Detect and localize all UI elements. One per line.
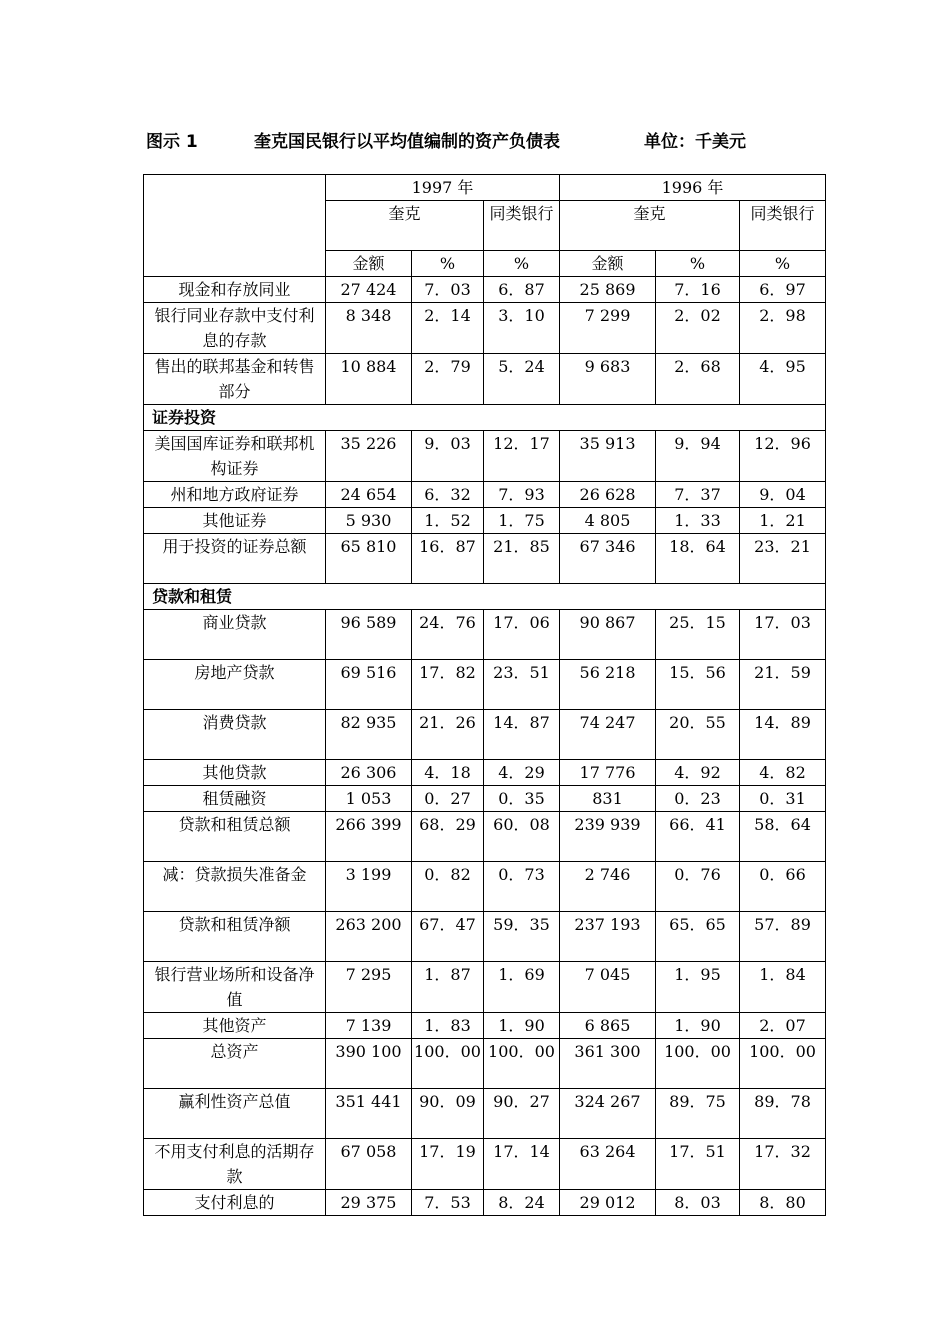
pct-1997-cell: 100．00: [412, 1039, 484, 1089]
pct-1997-cell: 4．18: [412, 760, 484, 786]
peer-pct-1997-cell: 1．69: [484, 962, 560, 1013]
peer-pct-1997-cell: 6．87: [484, 277, 560, 303]
row-label: 不用支付利息的活期存款: [144, 1139, 326, 1190]
peer-pct-1996-header: %: [740, 251, 826, 277]
pct-1996-cell: 9．94: [656, 431, 740, 482]
peer-pct-1997-cell: 1．90: [484, 1013, 560, 1039]
row-label: 银行营业场所和设备净值: [144, 962, 326, 1013]
peer-pct-1997-cell: 17．14: [484, 1139, 560, 1190]
pct-1997-header: %: [412, 251, 484, 277]
amount-1996-cell: 9 683: [560, 354, 656, 405]
amount-1997-cell: 82 935: [326, 710, 412, 760]
pct-1996-cell: 15．56: [656, 660, 740, 710]
amount-1996-cell: 361 300: [560, 1039, 656, 1089]
row-label: 银行同业存款中支付利息的存款: [144, 303, 326, 354]
peer-pct-1997-cell: 21．85: [484, 534, 560, 584]
amount-1997-header: 金额: [326, 251, 412, 277]
amount-1997-cell: 67 058: [326, 1139, 412, 1190]
unit-label: 单位：千美元: [644, 132, 746, 152]
table-body: [144, 277, 826, 1216]
row-label: 房地产贷款: [144, 660, 326, 710]
row-label: 现金和存放同业: [144, 277, 326, 303]
amount-1997-cell: 7 139: [326, 1013, 412, 1039]
peer-1996-header: 同类银行: [740, 201, 826, 251]
amount-1997-cell: 35 226: [326, 431, 412, 482]
amount-1997-cell: 8 348: [326, 303, 412, 354]
pct-1997-cell: 9．03: [412, 431, 484, 482]
amount-1996-cell: 7 045: [560, 962, 656, 1013]
pct-1997-cell: 2．79: [412, 354, 484, 405]
pct-1996-cell: 7．16: [656, 277, 740, 303]
row-label: 售出的联邦基金和转售部分: [144, 354, 326, 405]
amount-1996-cell: 324 267: [560, 1089, 656, 1139]
table-title: 奎克国民银行以平均值编制的资产负债表: [254, 132, 560, 152]
amount-1996-cell: 237 193: [560, 912, 656, 962]
amount-1996-cell: 74 247: [560, 710, 656, 760]
row-label: 支付利息的: [144, 1190, 326, 1216]
pct-1997-cell: 68．29: [412, 812, 484, 862]
pct-1996-cell: 18．64: [656, 534, 740, 584]
pct-1996-cell: 1．33: [656, 508, 740, 534]
peer-pct-1996-cell: 9．04: [740, 482, 826, 508]
amount-1996-cell: 6 865: [560, 1013, 656, 1039]
section-title: 证券投资: [144, 405, 826, 431]
pct-1996-cell: 4．92: [656, 760, 740, 786]
peer-pct-1997-cell: 23．51: [484, 660, 560, 710]
pct-1996-cell: 17．51: [656, 1139, 740, 1190]
peer-1997-header: 同类银行: [484, 201, 560, 251]
amount-1996-cell: 29 012: [560, 1190, 656, 1216]
section-title: 贷款和租赁: [144, 584, 826, 610]
section-row: [144, 584, 826, 610]
row-label: 用于投资的证券总额: [144, 534, 326, 584]
table-row: [144, 786, 826, 812]
pct-1996-cell: 100．00: [656, 1039, 740, 1089]
row-label: 租赁融资: [144, 786, 326, 812]
peer-pct-1996-cell: 23．21: [740, 534, 826, 584]
amount-1996-cell: 63 264: [560, 1139, 656, 1190]
peer-pct-1996-cell: 14．89: [740, 710, 826, 760]
amount-1997-cell: 263 200: [326, 912, 412, 962]
amount-1996-cell: 56 218: [560, 660, 656, 710]
amount-1997-cell: 351 441: [326, 1089, 412, 1139]
pct-1996-cell: 89．75: [656, 1089, 740, 1139]
amount-1996-cell: 35 913: [560, 431, 656, 482]
table-row: [144, 534, 826, 584]
amount-1997-cell: 24 654: [326, 482, 412, 508]
pct-1996-cell: 0．76: [656, 862, 740, 912]
peer-pct-1996-cell: 12．96: [740, 431, 826, 482]
pct-1997-cell: 1．83: [412, 1013, 484, 1039]
peer-pct-1996-cell: 4．95: [740, 354, 826, 405]
document-heading: [146, 127, 826, 152]
row-label: 其他资产: [144, 1013, 326, 1039]
pct-1997-cell: 21．26: [412, 710, 484, 760]
figure-number: 图示 1: [146, 132, 198, 152]
peer-pct-1997-cell: 5．24: [484, 354, 560, 405]
pct-1996-cell: 8．03: [656, 1190, 740, 1216]
peer-pct-1997-header: %: [484, 251, 560, 277]
table-row: [144, 431, 826, 482]
table-row: [144, 303, 826, 354]
year-1997-header: 1997 年: [326, 175, 560, 201]
table-row: [144, 912, 826, 962]
peer-pct-1996-cell: 89．78: [740, 1089, 826, 1139]
table-row: [144, 710, 826, 760]
peer-pct-1996-cell: 17．03: [740, 610, 826, 660]
amount-1996-cell: 7 299: [560, 303, 656, 354]
pct-1997-cell: 1．52: [412, 508, 484, 534]
pct-1996-cell: 25．15: [656, 610, 740, 660]
peer-pct-1997-cell: 0．73: [484, 862, 560, 912]
peer-pct-1996-cell: 6．97: [740, 277, 826, 303]
pct-1997-cell: 2．14: [412, 303, 484, 354]
amount-1997-cell: 69 516: [326, 660, 412, 710]
row-label: 商业贷款: [144, 610, 326, 660]
amount-1997-cell: 29 375: [326, 1190, 412, 1216]
peer-pct-1996-cell: 8．80: [740, 1190, 826, 1216]
pct-1997-cell: 24．76: [412, 610, 484, 660]
peer-pct-1997-cell: 17．06: [484, 610, 560, 660]
table-row: [144, 508, 826, 534]
amount-1997-cell: 65 810: [326, 534, 412, 584]
table-row: [144, 610, 826, 660]
row-label: 州和地方政府证券: [144, 482, 326, 508]
table-row: [144, 812, 826, 862]
amount-1996-cell: 90 867: [560, 610, 656, 660]
pct-1997-cell: 17．19: [412, 1139, 484, 1190]
peer-pct-1996-cell: 4．82: [740, 760, 826, 786]
table-row: [144, 482, 826, 508]
pct-1996-cell: 0．23: [656, 786, 740, 812]
amount-1997-cell: 1 053: [326, 786, 412, 812]
peer-pct-1996-cell: 2．98: [740, 303, 826, 354]
row-label: 消费贷款: [144, 710, 326, 760]
pct-1996-cell: 66．41: [656, 812, 740, 862]
peer-pct-1997-cell: 7．93: [484, 482, 560, 508]
table-row: [144, 760, 826, 786]
table-row: [144, 1039, 826, 1089]
amount-1997-cell: 5 930: [326, 508, 412, 534]
amount-1996-cell: 2 746: [560, 862, 656, 912]
pct-1997-cell: 67．47: [412, 912, 484, 962]
row-label: 总资产: [144, 1039, 326, 1089]
pct-1997-cell: 7．53: [412, 1190, 484, 1216]
peer-pct-1997-cell: 3．10: [484, 303, 560, 354]
pct-1996-cell: 20．55: [656, 710, 740, 760]
row-label: 美国国库证券和联邦机构证券: [144, 431, 326, 482]
peer-pct-1996-cell: 58．64: [740, 812, 826, 862]
peer-pct-1996-cell: 17．32: [740, 1139, 826, 1190]
pct-1997-cell: 6．32: [412, 482, 484, 508]
peer-pct-1997-cell: 4．29: [484, 760, 560, 786]
corner-cell: [144, 175, 326, 277]
peer-pct-1996-cell: 1．84: [740, 962, 826, 1013]
row-label: 贷款和租赁净额: [144, 912, 326, 962]
table-row: [144, 1013, 826, 1039]
pct-1997-cell: 7．03: [412, 277, 484, 303]
balance-sheet-table: [143, 174, 826, 1216]
amount-1996-cell: 239 939: [560, 812, 656, 862]
peer-pct-1996-cell: 0．66: [740, 862, 826, 912]
peer-pct-1997-cell: 8．24: [484, 1190, 560, 1216]
table-row: [144, 277, 826, 303]
peer-pct-1997-cell: 14．87: [484, 710, 560, 760]
amount-1996-cell: 831: [560, 786, 656, 812]
amount-1997-cell: 26 306: [326, 760, 412, 786]
amount-1997-cell: 27 424: [326, 277, 412, 303]
peer-pct-1997-cell: 0．35: [484, 786, 560, 812]
bank-1997-header: 奎克: [326, 201, 484, 251]
year-1996-header: 1996 年: [560, 175, 826, 201]
peer-pct-1997-cell: 60．08: [484, 812, 560, 862]
bank-1996-header: 奎克: [560, 201, 740, 251]
peer-pct-1996-cell: 57．89: [740, 912, 826, 962]
peer-pct-1997-cell: 90．27: [484, 1089, 560, 1139]
row-label: 减：贷款损失准备金: [144, 862, 326, 912]
peer-pct-1997-cell: 12．17: [484, 431, 560, 482]
table-row: [144, 1190, 826, 1216]
pct-1997-cell: 16．87: [412, 534, 484, 584]
row-label: 贷款和租赁总额: [144, 812, 326, 862]
peer-pct-1997-cell: 1．75: [484, 508, 560, 534]
peer-pct-1996-cell: 0．31: [740, 786, 826, 812]
table-row: [144, 1139, 826, 1190]
amount-1997-cell: 266 399: [326, 812, 412, 862]
amount-1997-cell: 7 295: [326, 962, 412, 1013]
peer-pct-1996-cell: 21．59: [740, 660, 826, 710]
pct-1996-cell: 1．95: [656, 962, 740, 1013]
amount-1996-cell: 67 346: [560, 534, 656, 584]
amount-1996-cell: 26 628: [560, 482, 656, 508]
amount-1997-cell: 10 884: [326, 354, 412, 405]
pct-1997-cell: 0．82: [412, 862, 484, 912]
amount-1997-cell: 3 199: [326, 862, 412, 912]
table-row: [144, 962, 826, 1013]
pct-1996-cell: 2．68: [656, 354, 740, 405]
pct-1997-cell: 1．87: [412, 962, 484, 1013]
pct-1997-cell: 17．82: [412, 660, 484, 710]
amount-1996-cell: 4 805: [560, 508, 656, 534]
amount-1997-cell: 96 589: [326, 610, 412, 660]
row-label: 其他证券: [144, 508, 326, 534]
table-row: [144, 354, 826, 405]
table-row: [144, 862, 826, 912]
peer-pct-1996-cell: 100．00: [740, 1039, 826, 1089]
amount-1996-cell: 25 869: [560, 277, 656, 303]
amount-1996-header: 金额: [560, 251, 656, 277]
pct-1996-header: %: [656, 251, 740, 277]
table-row: [144, 1089, 826, 1139]
peer-pct-1997-cell: 100．00: [484, 1039, 560, 1089]
section-row: [144, 405, 826, 431]
peer-pct-1997-cell: 59．35: [484, 912, 560, 962]
pct-1997-cell: 0．27: [412, 786, 484, 812]
pct-1997-cell: 90．09: [412, 1089, 484, 1139]
amount-1997-cell: 390 100: [326, 1039, 412, 1089]
peer-pct-1996-cell: 1．21: [740, 508, 826, 534]
pct-1996-cell: 1．90: [656, 1013, 740, 1039]
pct-1996-cell: 2．02: [656, 303, 740, 354]
peer-pct-1996-cell: 2．07: [740, 1013, 826, 1039]
pct-1996-cell: 7．37: [656, 482, 740, 508]
pct-1996-cell: 65．65: [656, 912, 740, 962]
row-label: 其他贷款: [144, 760, 326, 786]
row-label: 赢利性资产总值: [144, 1089, 326, 1139]
amount-1996-cell: 17 776: [560, 760, 656, 786]
table-row: [144, 660, 826, 710]
